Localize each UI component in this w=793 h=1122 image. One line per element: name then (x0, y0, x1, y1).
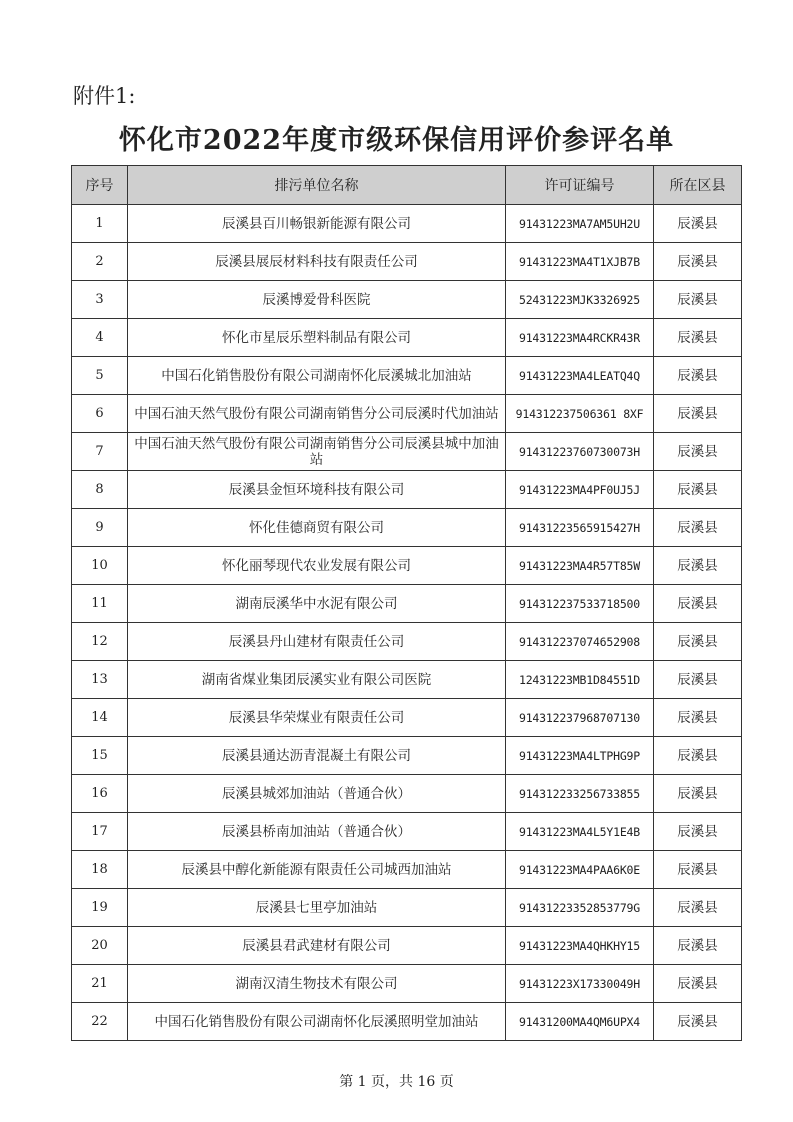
row-index: 20 (72, 927, 128, 965)
county: 辰溪县 (654, 889, 742, 927)
table-row (72, 889, 742, 927)
table-header-row (72, 166, 742, 205)
company-name: 辰溪县城郊加油站（普通合伙） (128, 775, 506, 813)
row-index: 11 (72, 585, 128, 623)
company-name: 辰溪县通达沥青混凝土有限公司 (128, 737, 506, 775)
row-index: 17 (72, 813, 128, 851)
county: 辰溪县 (654, 357, 742, 395)
row-index: 9 (72, 509, 128, 547)
license-number: 914312237533718500 (506, 585, 654, 623)
table-row (72, 623, 742, 661)
row-index: 1 (72, 205, 128, 243)
license-number: 91431223MA4PF0UJ5J (506, 471, 654, 509)
license-number: 91431223MA4RCKR43R (506, 319, 654, 357)
company-name: 辰溪县金恒环境科技有限公司 (128, 471, 506, 509)
county: 辰溪县 (654, 243, 742, 281)
row-index: 22 (72, 1003, 128, 1041)
row-index: 21 (72, 965, 128, 1003)
license-number: 91431223760730073H (506, 433, 654, 471)
table-body (72, 205, 742, 1041)
county: 辰溪县 (654, 509, 742, 547)
company-name: 辰溪县君武建材有限公司 (128, 927, 506, 965)
license-number: 914312237074652908 (506, 623, 654, 661)
company-name: 怀化市星辰乐塑料制品有限公司 (128, 319, 506, 357)
row-index: 2 (72, 243, 128, 281)
license-number: 91431223352853779G (506, 889, 654, 927)
license-number: 914312237506361 8XF (506, 395, 654, 433)
table-row (72, 319, 742, 357)
table-row (72, 775, 742, 813)
company-name: 辰溪县展辰材料科技有限责任公司 (128, 243, 506, 281)
table-row (72, 433, 742, 471)
county: 辰溪县 (654, 661, 742, 699)
county: 辰溪县 (654, 471, 742, 509)
county: 辰溪县 (654, 319, 742, 357)
license-number: 914312237968707130 (506, 699, 654, 737)
county: 辰溪县 (654, 395, 742, 433)
county: 辰溪县 (654, 927, 742, 965)
table-row (72, 281, 742, 319)
table-row (72, 471, 742, 509)
row-index: 16 (72, 775, 128, 813)
county: 辰溪县 (654, 737, 742, 775)
county: 辰溪县 (654, 965, 742, 1003)
table-row (72, 851, 742, 889)
license-number: 91431223X17330049H (506, 965, 654, 1003)
license-number: 91431223565915427H (506, 509, 654, 547)
table-row (72, 547, 742, 585)
company-name: 湖南省煤业集团辰溪实业有限公司医院 (128, 661, 506, 699)
county: 辰溪县 (654, 775, 742, 813)
row-index: 10 (72, 547, 128, 585)
row-index: 13 (72, 661, 128, 699)
company-name: 辰溪县桥南加油站（普通合伙） (128, 813, 506, 851)
county: 辰溪县 (654, 433, 742, 471)
row-index: 14 (72, 699, 128, 737)
license-number: 91431200MA4QM6UPX4 (506, 1003, 654, 1041)
license-number: 91431223MA4T1XJB7B (506, 243, 654, 281)
license-number: 91431223MA4LEATQ4Q (506, 357, 654, 395)
page-footer: 第 1 页，共 16 页 (339, 1074, 454, 1090)
row-index: 6 (72, 395, 128, 433)
table-row (72, 737, 742, 775)
license-number: 91431223MA4QHKHY15 (506, 927, 654, 965)
company-name: 中国石油天然气股份有限公司湖南销售分公司辰溪时代加油站 (128, 395, 506, 433)
license-number: 91431223MA4R57T85W (506, 547, 654, 585)
table-row (72, 1003, 742, 1041)
county: 辰溪县 (654, 699, 742, 737)
company-name: 中国石化销售股份有限公司湖南怀化辰溪照明堂加油站 (128, 1003, 506, 1041)
license-number: 91431223MA4PAA6K0E (506, 851, 654, 889)
row-index: 7 (72, 433, 128, 471)
document-title: 怀化市2022年度市级环保信用评价参评名单 (118, 125, 675, 156)
company-name: 辰溪县百川畅银新能源有限公司 (128, 205, 506, 243)
table-row (72, 243, 742, 281)
county: 辰溪县 (654, 851, 742, 889)
table-row (72, 357, 742, 395)
table-row (72, 965, 742, 1003)
row-index: 19 (72, 889, 128, 927)
license-number: 12431223MB1D84551D (506, 661, 654, 699)
county: 辰溪县 (654, 205, 742, 243)
company-name: 辰溪县七里亭加油站 (128, 889, 506, 927)
company-name: 怀化佳德商贸有限公司 (128, 509, 506, 547)
county: 辰溪县 (654, 281, 742, 319)
table-row (72, 927, 742, 965)
table-row (72, 205, 742, 243)
company-name: 湖南汉清生物技术有限公司 (128, 965, 506, 1003)
company-name: 中国石油天然气股份有限公司湖南销售分公司辰溪县城中加油站 (128, 433, 506, 471)
row-index: 3 (72, 281, 128, 319)
annex-label: 附件1: (73, 84, 136, 108)
company-name: 怀化丽琴现代农业发展有限公司 (128, 547, 506, 585)
column-header-company: 排污单位名称 (128, 166, 506, 205)
row-index: 4 (72, 319, 128, 357)
column-header-county: 所在区县 (654, 166, 742, 205)
county: 辰溪县 (654, 813, 742, 851)
table-row (72, 699, 742, 737)
participant-table (71, 165, 742, 1041)
license-number: 52431223MJK3326925 (506, 281, 654, 319)
company-name: 辰溪县中醇化新能源有限责任公司城西加油站 (128, 851, 506, 889)
license-number: 91431223MA4LTPHG9P (506, 737, 654, 775)
company-name: 辰溪博爱骨科医院 (128, 281, 506, 319)
company-name: 辰溪县丹山建材有限责任公司 (128, 623, 506, 661)
county: 辰溪县 (654, 1003, 742, 1041)
table-row (72, 395, 742, 433)
row-index: 8 (72, 471, 128, 509)
license-number: 91431223MA4L5Y1E4B (506, 813, 654, 851)
license-number: 914312233256733855 (506, 775, 654, 813)
column-header-license: 许可证编号 (506, 166, 654, 205)
company-name: 湖南辰溪华中水泥有限公司 (128, 585, 506, 623)
license-number: 91431223MA7AM5UH2U (506, 205, 654, 243)
company-name: 中国石化销售股份有限公司湖南怀化辰溪城北加油站 (128, 357, 506, 395)
row-index: 5 (72, 357, 128, 395)
county: 辰溪县 (654, 585, 742, 623)
table-row (72, 661, 742, 699)
county: 辰溪县 (654, 623, 742, 661)
row-index: 18 (72, 851, 128, 889)
row-index: 12 (72, 623, 128, 661)
table-row (72, 509, 742, 547)
row-index: 15 (72, 737, 128, 775)
county: 辰溪县 (654, 547, 742, 585)
column-header-index: 序号 (72, 166, 128, 205)
table-row (72, 585, 742, 623)
table-row (72, 813, 742, 851)
company-name: 辰溪县华荣煤业有限责任公司 (128, 699, 506, 737)
